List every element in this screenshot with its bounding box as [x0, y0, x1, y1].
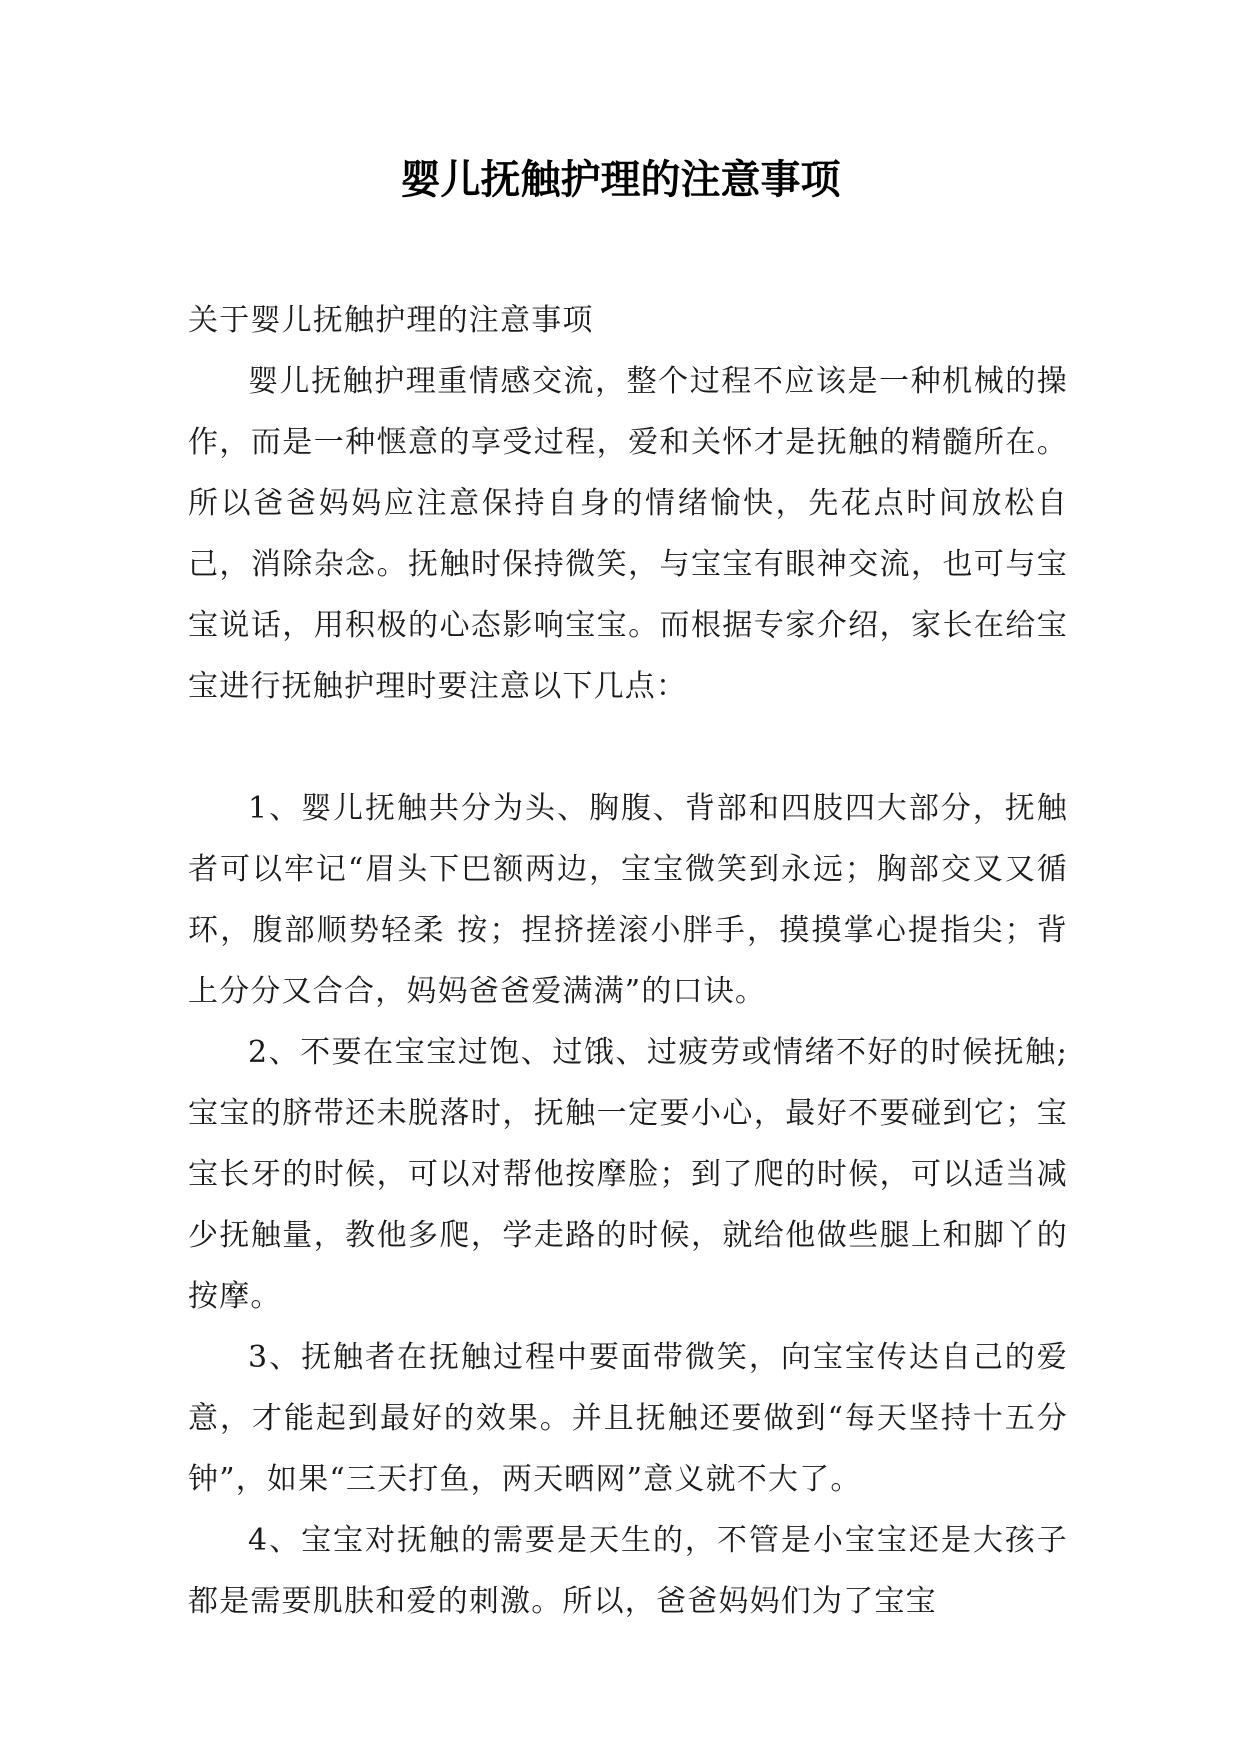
intro-paragraph: 婴儿抚触护理重情感交流，整个过程不应该是一种机械的操作，而是一种惬意的享受过程，爱和关怀才是抚触的精髓所在。所以爸爸妈妈应注意保持自身的情绪愉快，先花点时间放松自己，消除杂念。抚触时保持微笑，与宝宝有眼神交流，也可与宝宝说话，用积极的心态影响宝宝。而根据专家介绍，家长在给宝宝进行抚触护理时要注意以下几点：	[188, 364, 1068, 704]
document-body	[188, 290, 1068, 1632]
paragraph-gap	[188, 717, 1068, 778]
point-paragraph-1: 1、婴儿抚触共分为头、胸腹、背部和四肢四大部分，抚触者可以牢记“眉头下巴额两边，宝宝微笑到永远；胸部交叉又循环，腹部顺势轻柔 按；捏挤搓滚小胖手，摸摸掌心提指尖；背上分分又合合，妈妈爸爸爱满满”的口诀。	[188, 791, 1068, 1009]
point-paragraph-3: 3、抚触者在抚触过程中要面带微笑，向宝宝传达自己的爱意，才能起到最好的效果。并且抚触还要做到“每天坚持十五分钟”，如果“三天打鱼，两天晒网”意义就不大了。	[188, 1340, 1068, 1497]
document-title: 婴儿抚触护理的注意事项	[400, 156, 841, 203]
document-subtitle: 关于婴儿抚触护理的注意事项	[188, 303, 594, 338]
point-paragraph-2: 2、不要在宝宝过饱、过饿、过疲劳或情绪不好的时候抚触;宝宝的脐带还未脱落时，抚触一定要小心，最好不要碰到它；宝宝长牙的时候，可以对帮他按摩脸；到了爬的时候，可以适当减少抚触量，教他多爬，学走路的时候，就给他做些腿上和脚丫的按摩。	[188, 1035, 1068, 1314]
point-paragraph-4: 4、宝宝对抚触的需要是天生的，不管是小宝宝还是大孩子都是需要肌肤和爱的刺激。所以，爸爸妈妈们为了宝宝	[188, 1523, 1068, 1619]
